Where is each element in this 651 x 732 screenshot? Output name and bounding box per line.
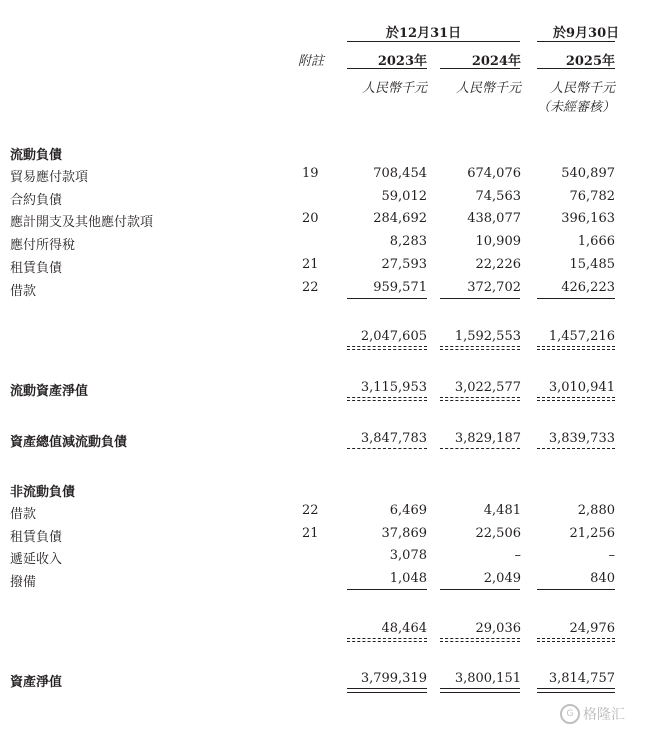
note-column-header: 附註 [298, 54, 325, 69]
row-value-2024: 22,506 [475, 526, 521, 541]
total-value-2025: 1,457,216 [548, 329, 615, 344]
row-value-2024: 438,077 [467, 211, 521, 226]
non-current-liabilities-title: 非流動負債 [10, 485, 76, 500]
row-value-2024: 4,481 [483, 503, 521, 518]
watermark [560, 704, 625, 724]
row-value-2024: 2,049 [483, 571, 521, 586]
subtotal-rule [537, 589, 615, 590]
row-value-2024: 674,076 [467, 166, 521, 181]
total-double-rule [537, 346, 615, 350]
row-value-2023: 3,799,319 [360, 671, 427, 686]
row-label: 租賃負債 [10, 261, 63, 276]
gelonghui-logo-icon: G [560, 704, 580, 724]
total-double-rule [347, 346, 427, 350]
row-value-2024: 10,909 [475, 234, 521, 249]
row-note: 22 [302, 503, 319, 518]
total-value-2023: 2,047,605 [360, 329, 427, 344]
row-label: 遞延收入 [10, 552, 63, 567]
row-label: 流動資產淨值 [10, 384, 89, 399]
header-group-sep30: 於9月30日 [553, 26, 620, 41]
row-value-2023: 37,869 [381, 526, 427, 541]
total-double-rule [347, 638, 427, 642]
dashed-rule [347, 448, 427, 449]
unit-2025: 人民幣千元 [549, 81, 615, 96]
row-label: 撥備 [10, 575, 37, 590]
row-value-2023: 27,593 [381, 257, 427, 272]
subtotal-rule [537, 298, 615, 299]
header-rule-dec31 [347, 41, 520, 42]
row-value-2023: 959,571 [373, 280, 427, 295]
row-label: 租賃負債 [10, 530, 63, 545]
total-double-rule [440, 397, 520, 401]
row-value-2024: 372,702 [467, 280, 521, 295]
row-value-2024: 3,800,151 [454, 671, 521, 686]
year-2023-header: 2023年 [377, 54, 427, 69]
row-value-2023: 708,454 [373, 166, 427, 181]
row-value-2025: 1,666 [577, 234, 615, 249]
total-value-2025: 24,976 [569, 621, 615, 636]
total-double-rule [537, 638, 615, 642]
row-value-2023: 3,115,953 [360, 380, 427, 395]
row-value-2023: 6,469 [389, 503, 427, 518]
total-double-rule [537, 397, 615, 401]
total-value-2024: 29,036 [475, 621, 521, 636]
current-liabilities-title: 流動負債 [10, 148, 63, 163]
row-value-2023: 1,048 [389, 571, 427, 586]
row-value-2025: 3,814,757 [548, 671, 615, 686]
row-label: 合約負債 [10, 193, 63, 208]
grand-total-double-rule [347, 688, 427, 693]
total-double-rule [347, 397, 427, 401]
unit-2023: 人民幣千元 [361, 81, 427, 96]
subtotal-rule [440, 589, 520, 590]
unaudited-label: （未經審核） [536, 100, 615, 115]
row-note: 19 [302, 166, 319, 181]
row-value-2025: 396,163 [561, 211, 615, 226]
row-value-2025: 840 [590, 571, 615, 586]
row-label: 借款 [10, 284, 37, 299]
row-value-2025: 3,010,941 [548, 380, 615, 395]
row-value-2023: 284,692 [373, 211, 427, 226]
row-value-2025: 15,485 [569, 257, 615, 272]
unit-2024: 人民幣千元 [455, 81, 521, 96]
total-value-2024: 1,592,553 [454, 329, 521, 344]
grand-total-double-rule [440, 688, 520, 693]
year-rule-2024 [440, 68, 520, 69]
row-value-2024: 3,022,577 [454, 380, 521, 395]
subtotal-rule [440, 298, 520, 299]
grand-total-double-rule [537, 688, 615, 693]
row-value-2025: 21,256 [569, 526, 615, 541]
row-value-2023: 8,283 [389, 234, 427, 249]
year-rule-2025 [537, 68, 615, 69]
dashed-rule [440, 448, 520, 449]
year-2024-header: 2024年 [471, 54, 521, 69]
row-value-2023: 3,078 [389, 548, 427, 563]
row-value-2025: 3,839,733 [548, 431, 615, 446]
row-note: 21 [302, 257, 319, 272]
year-rule-2023 [347, 68, 427, 69]
row-note: 21 [302, 526, 319, 541]
row-value-2024: 3,829,187 [454, 431, 521, 446]
dashed-rule [537, 448, 615, 449]
row-note: 22 [302, 280, 319, 295]
row-label: 資產淨值 [10, 675, 63, 690]
subtotal-rule [347, 298, 427, 299]
row-value-2025: 540,897 [561, 166, 615, 181]
watermark-text: 格隆汇 [583, 707, 625, 723]
row-label: 資產總值減流動負債 [10, 435, 128, 450]
row-value-2024: – [514, 548, 521, 563]
row-label: 應計開支及其他應付款項 [10, 215, 154, 230]
total-value-2023: 48,464 [381, 621, 427, 636]
row-value-2023: 3,847,783 [360, 431, 427, 446]
subtotal-rule [347, 589, 427, 590]
row-value-2025: 2,880 [577, 503, 615, 518]
total-double-rule [440, 638, 520, 642]
row-note: 20 [302, 211, 319, 226]
row-value-2025: – [608, 548, 615, 563]
total-double-rule [440, 346, 520, 350]
header-rule-sep30 [537, 41, 615, 42]
row-label: 借款 [10, 507, 37, 522]
row-value-2025: 76,782 [569, 189, 615, 204]
year-2025-header: 2025年 [565, 54, 615, 69]
header-group-dec31: 於12月31日 [386, 26, 462, 41]
row-value-2024: 74,563 [475, 189, 521, 204]
row-label: 應付所得稅 [10, 238, 76, 253]
row-label: 貿易應付款項 [10, 170, 89, 185]
row-value-2023: 59,012 [381, 189, 427, 204]
row-value-2025: 426,223 [561, 280, 615, 295]
row-value-2024: 22,226 [475, 257, 521, 272]
